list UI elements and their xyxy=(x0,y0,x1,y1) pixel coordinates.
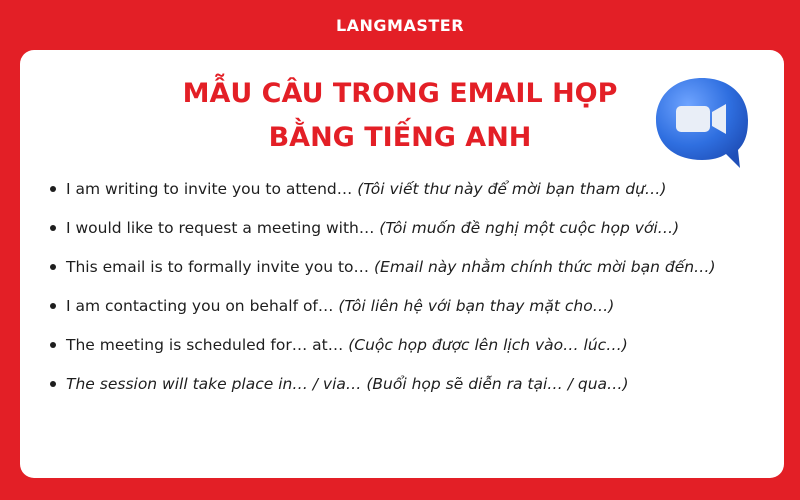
list-item xyxy=(50,170,770,209)
bullet-icon xyxy=(50,342,56,348)
bullet-icon xyxy=(50,381,56,387)
title-line-2: BẰNG TIẾNG ANH xyxy=(268,122,532,153)
phrase-en: This email is to formally invite you to… xyxy=(66,258,370,276)
phrase-vi: (Buổi họp sẽ diễn ra tại… / qua…) xyxy=(366,375,629,393)
phrase-en: The meeting is scheduled for… at… xyxy=(66,336,344,354)
content-card xyxy=(20,50,784,478)
bullet-icon xyxy=(50,303,56,309)
phrase-en: The session will take place in… / via… xyxy=(66,375,362,393)
list-item xyxy=(50,326,770,365)
video-camera-chat-icon xyxy=(650,72,754,172)
phrase-en: I am writing to invite you to attend… xyxy=(66,180,353,198)
phrase-vi: (Email này nhằm chính thức mời bạn đến…) xyxy=(373,258,716,276)
bullet-icon xyxy=(50,186,56,192)
list-item xyxy=(50,248,770,287)
brand-logo: LANGMASTER xyxy=(335,16,465,35)
phrase-en: I would like to request a meeting with… xyxy=(66,219,375,237)
list-item xyxy=(50,287,770,326)
phrase-vi: (Tôi muốn đề nghị một cuộc họp với…) xyxy=(379,219,680,237)
phrase-en: I am contacting you on behalf of… xyxy=(66,297,334,315)
phrase-vi: (Cuộc họp được lên lịch vào… lúc…) xyxy=(348,336,628,354)
phrase-list xyxy=(50,170,770,404)
phrase-vi: (Tôi liên hệ với bạn thay mặt cho…) xyxy=(338,297,615,315)
phrase-vi: (Tôi viết thư này để mời bạn tham dự…) xyxy=(357,180,667,198)
list-item xyxy=(50,365,770,404)
bullet-icon xyxy=(50,264,56,270)
bullet-icon xyxy=(50,225,56,231)
title-line-1: MẪU CÂU TRONG EMAIL HỌP xyxy=(182,78,618,109)
list-item xyxy=(50,209,770,248)
